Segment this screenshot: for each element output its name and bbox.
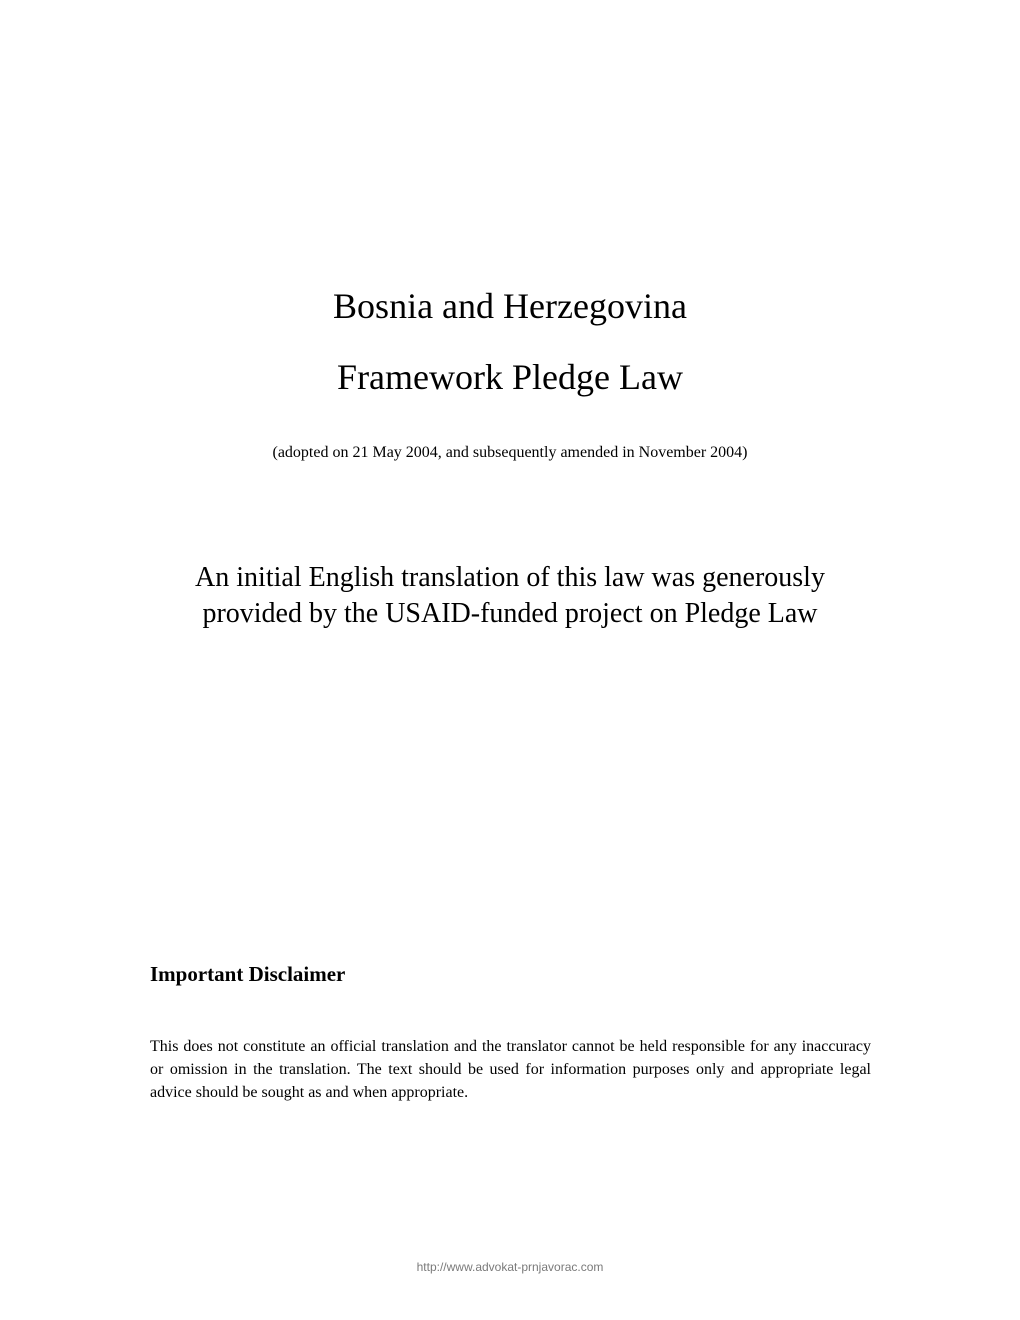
document-title-country: Bosnia and Herzegovina xyxy=(333,286,687,326)
document-title-law: Framework Pledge Law xyxy=(337,357,683,397)
translation-credit: An initial English translation of this law was generously provided by the USAID-funded project on Pledge Law xyxy=(195,562,825,629)
disclaimer-heading: Important Disclaimer xyxy=(150,962,346,986)
disclaimer-text: This does not constitute an official translation and the translator cannot be held responsible for any inaccuracy or omission in the translation. The text should be used for information purposes only and appropriate legal advice should be sought as and when appropriate. xyxy=(150,1038,871,1101)
footer-url-link[interactable]: http://www.advokat-prnjavorac.com xyxy=(416,1260,604,1274)
adoption-note: (adopted on 21 May 2004, and subsequently amended in November 2004) xyxy=(272,444,748,461)
